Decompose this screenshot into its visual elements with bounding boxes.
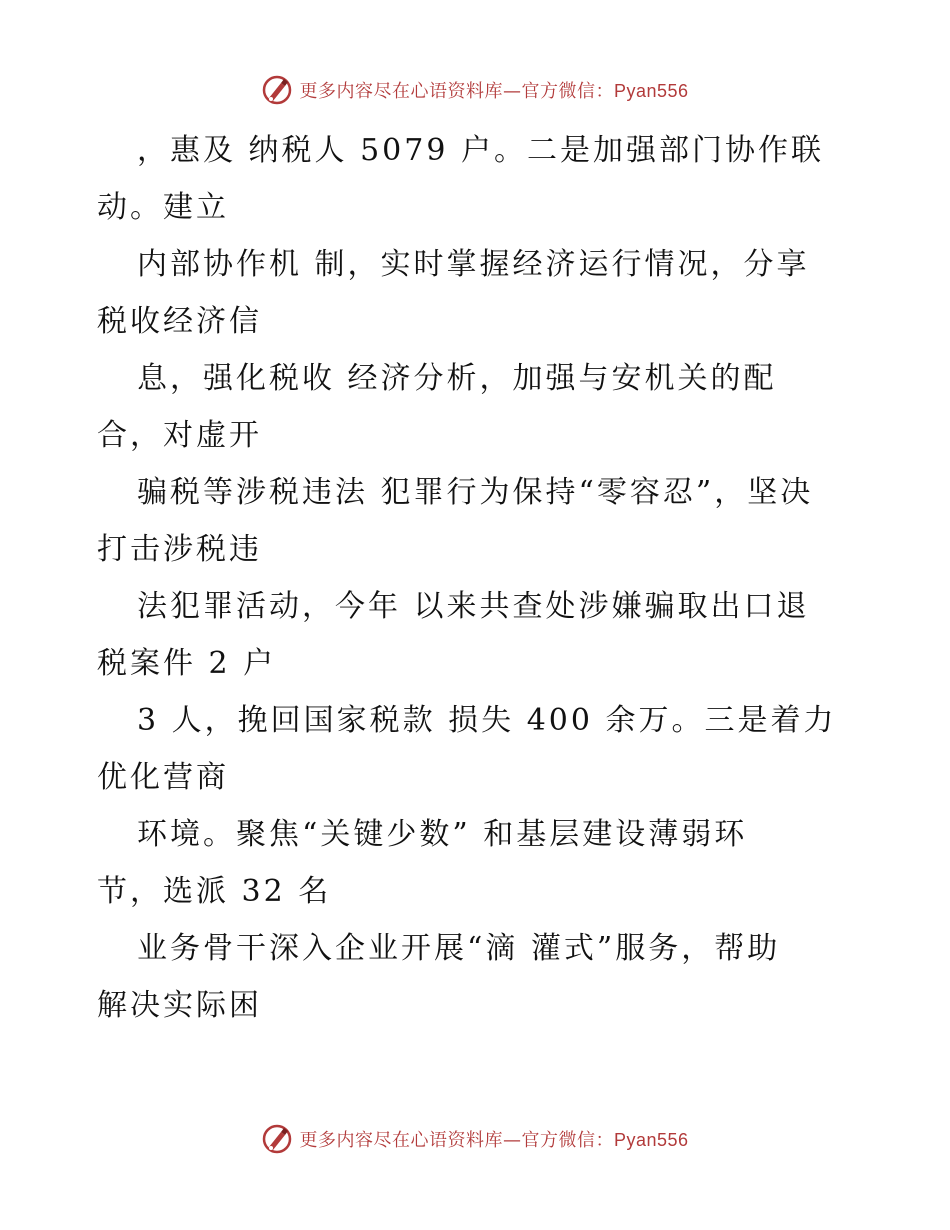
watermark-text: 更多内容尽在心语资料库—官方微信：Pyan556 [299,81,689,102]
pen-logo-icon [261,1123,293,1155]
document-body [97,122,857,1034]
text-line: 解决实际困 [97,988,262,1023]
text-line: 优化营商 [97,760,229,795]
text-line: 税案件 2 户 [97,646,277,681]
text-line: ，惠及 纳税人 5079 户。二是加强部门协作联 [137,133,824,168]
text-line: 环境。聚焦“关键少数” 和基层建设薄弱环 [137,817,748,852]
pen-logo-icon [261,74,293,106]
text-line: 法犯罪活动，今年 以来共查处涉嫌骗取出口退 [137,589,810,624]
text-line: 打击涉税违 [97,532,262,567]
footer-watermark [0,1119,950,1159]
text-line: 息，强化税收 经济分析，加强与安机关的配 [137,361,777,396]
text-line: 3 人，挽回国家税款 损失 400 余万。三是着力 [137,703,837,738]
header-watermark [0,70,950,110]
text-line: 节，选派 32 名 [97,874,332,909]
text-line: 税收经济信 [97,304,262,339]
text-line: 业务骨干深入企业开展“滴 灌式”服务，帮助 [137,931,781,966]
text-line: 内部协作机 制，实时掌握经济运行情况，分享 [137,247,810,282]
text-line: 动。建立 [97,190,229,225]
text-line: 骗税等涉税违法 犯罪行为保持“零容忍”，坚决 [137,475,814,510]
text-line: 合，对虚开 [97,418,262,453]
watermark-text: 更多内容尽在心语资料库—官方微信：Pyan556 [299,1130,689,1151]
